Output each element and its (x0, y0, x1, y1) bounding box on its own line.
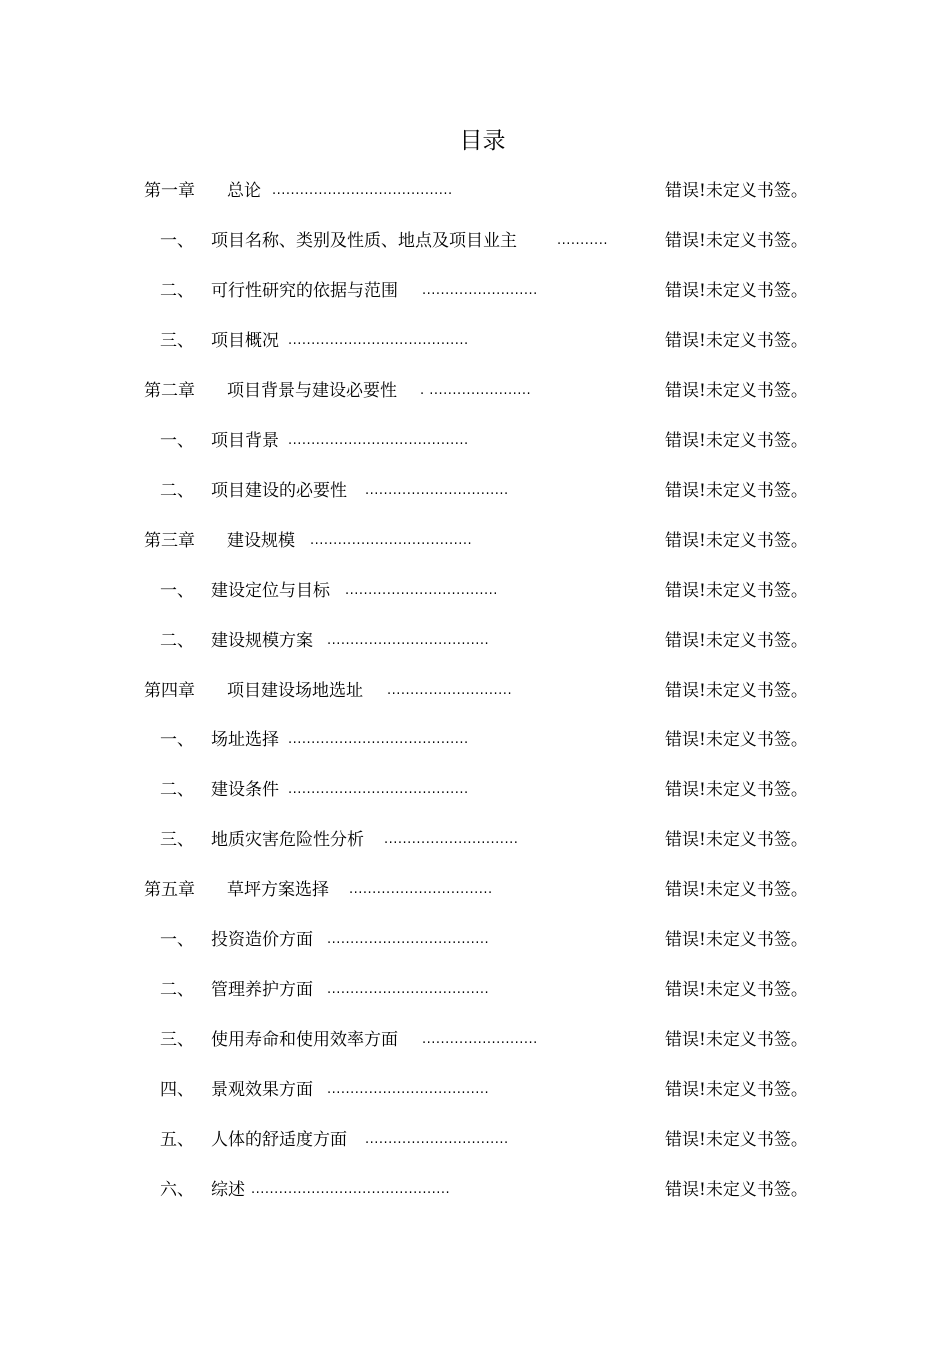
toc-entry[interactable] (0, 922, 950, 958)
toc-entry-label: 项目建设的必要性 (211, 480, 347, 501)
toc-entry-number: 第五章 (144, 880, 195, 901)
toc-entry[interactable] (0, 872, 950, 908)
toc-entry-number: 二、 (160, 980, 194, 1001)
toc-entry[interactable] (0, 173, 950, 209)
toc-dot-leader: ............................... (365, 482, 509, 498)
toc-entry-number: 一、 (160, 230, 194, 251)
toc-page-ref: 错误!未定义书签。 (665, 580, 808, 601)
toc-entry-label: 场址选择 (211, 730, 279, 751)
toc-entry-number: 第三章 (144, 530, 195, 551)
toc-entry[interactable] (0, 673, 950, 709)
toc-entry[interactable] (0, 972, 950, 1008)
toc-entry[interactable] (0, 223, 950, 259)
toc-page-ref: 错误!未定义书签。 (665, 1030, 808, 1051)
toc-entry-label: 项目建设场地选址 (227, 680, 363, 701)
toc-dot-leader: ......................... (422, 282, 538, 298)
toc-page-ref: 错误!未定义书签。 (665, 230, 808, 251)
toc-entry-number: 二、 (160, 780, 194, 801)
toc-entry[interactable] (0, 373, 950, 409)
toc-dot-leader: ....................................... (288, 732, 469, 748)
toc-dot-leader: ................................... (327, 932, 490, 948)
toc-entry-label: 可行性研究的依据与范围 (211, 280, 398, 301)
toc-entry[interactable] (0, 1072, 950, 1108)
toc-dot-leader: ................................... (327, 632, 490, 648)
toc-entry-label: 项目名称、类别及性质、地点及项目业主 (211, 230, 517, 251)
toc-dot-leader: ................................... (327, 1082, 490, 1098)
toc-entry-label: 草坪方案选择 (227, 880, 329, 901)
toc-dot-leader: ....................................... (288, 432, 469, 448)
toc-entry[interactable] (0, 1022, 950, 1058)
toc-page-ref: 错误!未定义书签。 (665, 480, 808, 501)
toc-dot-leader: ....................................... (288, 782, 469, 798)
toc-page-ref: 错误!未定义书签。 (665, 730, 808, 751)
toc-entry[interactable] (0, 523, 950, 559)
toc-entry-label: 综述 (211, 1180, 245, 1200)
toc-page-ref: 错误!未定义书签。 (665, 1080, 808, 1101)
toc-entry-number: 第一章 (144, 181, 195, 201)
toc-page-ref: 错误!未定义书签。 (665, 980, 808, 1001)
toc-dot-leader: ............................... (365, 1132, 509, 1148)
toc-entry-label: 投资造价方面 (211, 930, 313, 951)
toc-entry-number: 一、 (160, 430, 194, 451)
toc-entry[interactable] (0, 273, 950, 309)
toc-entry-number: 一、 (160, 730, 194, 751)
toc-entry-number: 第四章 (144, 680, 195, 701)
toc-entry[interactable] (0, 822, 950, 858)
toc-page-ref: 错误!未定义书签。 (665, 630, 808, 651)
toc-page-ref: 错误!未定义书签。 (665, 430, 808, 451)
toc-page-ref: 错误!未定义书签。 (665, 780, 808, 801)
toc-entry-label: 建设规模 (227, 530, 295, 551)
toc-page-ref: 错误!未定义书签。 (665, 530, 808, 551)
toc-entry-number: 四、 (160, 1080, 194, 1101)
toc-page-ref: 错误!未定义书签。 (665, 280, 808, 301)
toc-entry[interactable] (0, 623, 950, 659)
toc-entry-label: 地质灾害危险性分析 (211, 830, 364, 851)
toc-dot-leader: ................................. (345, 582, 498, 598)
toc-entry-label: 建设规模方案 (211, 630, 313, 651)
toc-dot-leader: ........................... (387, 682, 513, 698)
toc-dot-leader: ....................................... (272, 183, 453, 198)
toc-entry-number: 第二章 (144, 380, 195, 401)
toc-title: 目录 (459, 128, 506, 154)
toc-entry[interactable] (0, 423, 950, 459)
toc-entry-label: 总论 (227, 181, 261, 201)
toc-entry[interactable] (0, 323, 950, 359)
toc-dot-leader: . ...................... (420, 382, 532, 398)
toc-page-ref: 错误!未定义书签。 (665, 380, 808, 401)
toc-entry[interactable] (0, 473, 950, 509)
toc-page-ref: 错误!未定义书签。 (665, 1130, 808, 1151)
toc-entry-number: 五、 (160, 1130, 194, 1151)
toc-dot-leader: ....................................... (288, 332, 469, 348)
toc-entry-label: 人体的舒适度方面 (211, 1130, 347, 1151)
toc-dot-leader: ................................... (327, 982, 490, 998)
toc-dot-leader: ........................................... (251, 1182, 451, 1197)
toc-entry[interactable] (0, 722, 950, 758)
toc-page-ref: 错误!未定义书签。 (665, 830, 808, 851)
toc-entry[interactable] (0, 573, 950, 609)
toc-entry-number: 二、 (160, 280, 194, 301)
toc-entry-number: 三、 (160, 830, 194, 851)
toc-entry-label: 项目概况 (211, 330, 279, 351)
toc-entry-label: 项目背景与建设必要性 (227, 380, 397, 401)
toc-entry[interactable] (0, 1172, 950, 1208)
toc-entry-label: 项目背景 (211, 430, 279, 451)
toc-dot-leader: ................................... (310, 532, 473, 548)
toc-entry-number: 六、 (160, 1180, 194, 1200)
toc-page-ref: 错误!未定义书签。 (665, 330, 808, 351)
toc-entry-number: 一、 (160, 930, 194, 951)
toc-entry-number: 二、 (160, 480, 194, 501)
toc-entry-label: 建设条件 (211, 780, 279, 801)
toc-page-ref: 错误!未定义书签。 (665, 930, 808, 951)
toc-page-ref: 错误!未定义书签。 (665, 181, 808, 201)
toc-entry-number: 二、 (160, 630, 194, 651)
toc-entry-number: 三、 (160, 330, 194, 351)
toc-entry-number: 三、 (160, 1030, 194, 1051)
toc-entry-number: 一、 (160, 580, 194, 601)
toc-page-ref: 错误!未定义书签。 (665, 880, 808, 901)
toc-entry-label: 建设定位与目标 (211, 580, 330, 601)
toc-dot-leader: ........... (557, 232, 608, 248)
toc-entry[interactable] (0, 772, 950, 808)
toc-dot-leader: ............................... (349, 882, 493, 898)
toc-entry-label: 管理养护方面 (211, 980, 313, 1001)
toc-entry[interactable] (0, 1122, 950, 1158)
toc-dot-leader: ............................. (384, 832, 519, 848)
toc-page-ref: 错误!未定义书签。 (665, 680, 808, 701)
toc-page-ref: 错误!未定义书签。 (665, 1180, 808, 1200)
toc-entry-label: 使用寿命和使用效率方面 (211, 1030, 398, 1051)
toc-dot-leader: ......................... (422, 1032, 538, 1048)
toc-entry-label: 景观效果方面 (211, 1080, 313, 1101)
